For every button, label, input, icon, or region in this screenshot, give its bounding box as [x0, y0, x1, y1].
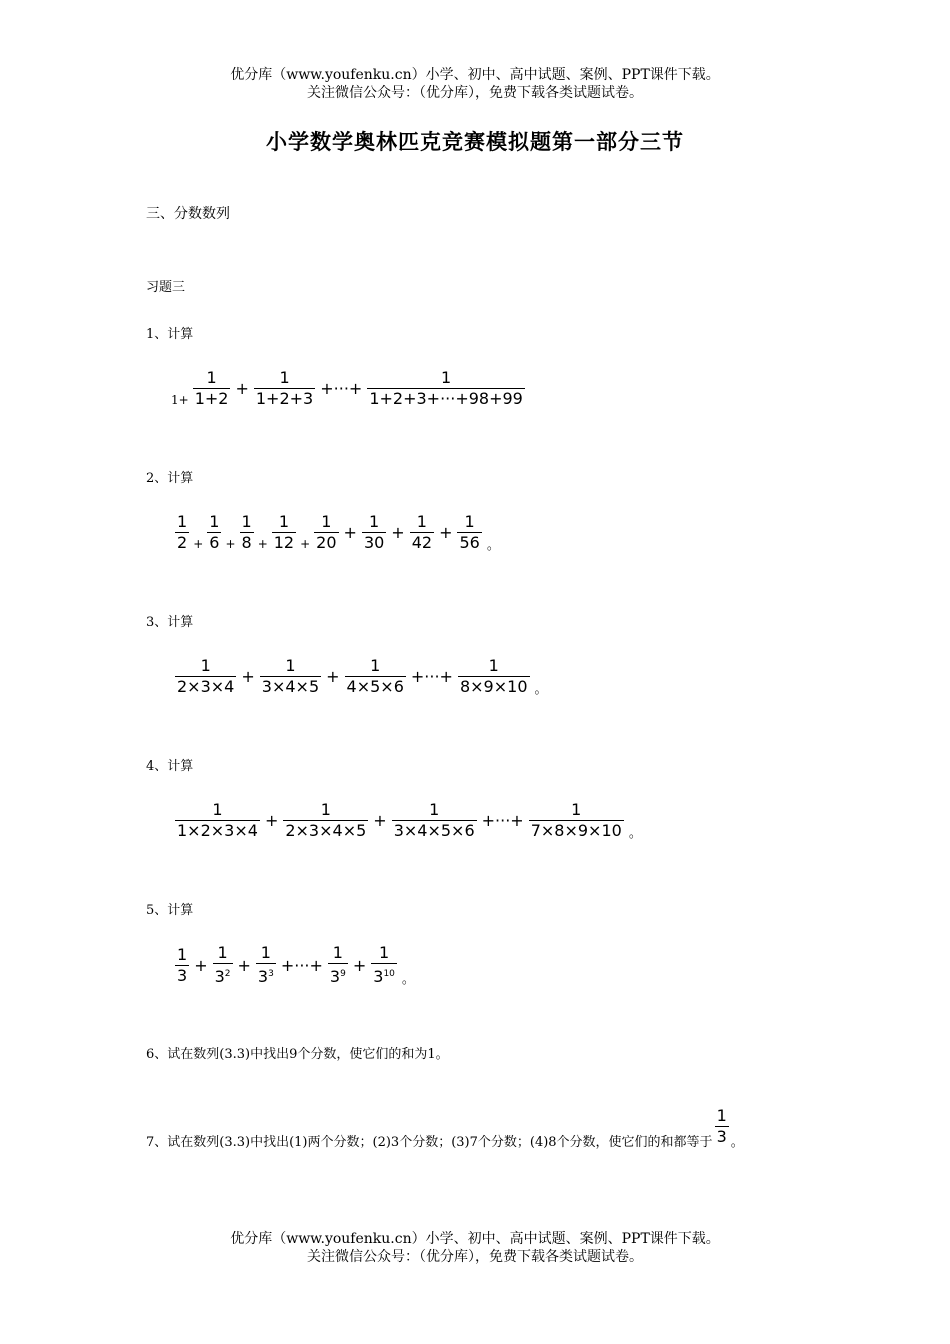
denominator: 1+2+3 [255, 389, 314, 408]
problem-6-text: 6、试在数列(3.3)中找出9个分数，使它们的和为1。 [146, 1047, 449, 1062]
plus-sign: + [326, 667, 340, 686]
problem-4-label: 4、计算 [146, 759, 194, 774]
numerator: 1 [320, 800, 331, 819]
numerator: 1 [571, 800, 582, 819]
plus-sign: + [264, 811, 279, 830]
problem-1-label: 1、计算 [146, 327, 194, 342]
problem-2-expression [172, 512, 500, 553]
fraction [457, 512, 481, 553]
denominator: 8 [241, 533, 252, 552]
denominator: 2×3×4 [177, 677, 235, 696]
power-base: 3 [257, 967, 269, 986]
numerator: 1 [200, 656, 211, 675]
problem-1-expression [170, 368, 528, 409]
period-mark: 。 [730, 1135, 744, 1150]
fraction [213, 943, 233, 987]
fraction [260, 656, 321, 697]
fraction [175, 512, 189, 553]
plus-sign: + [237, 955, 251, 975]
denominator: 12 [273, 533, 295, 552]
plus-sign: + [439, 523, 453, 542]
period-mark: 。 [534, 682, 548, 697]
header-line-1: 优分库（www.youfenku.cn）小学、初中、高中试题、案例、PPT课件下载。 [230, 67, 720, 83]
footer-line-2: 关注微信公众号：（优分库），免费下载各类试题试卷。 [307, 1249, 643, 1265]
power-base: 3 [329, 967, 341, 986]
numerator: 1 [488, 656, 499, 675]
denominator: 1+2+3+···+98+99 [369, 389, 523, 408]
ellipsis-sum: +···+ [320, 379, 363, 398]
exponent: 9 [340, 969, 346, 979]
plus-sign: + [373, 811, 387, 830]
problem-5-label: 5、计算 [146, 903, 194, 918]
denominator: 2 [177, 533, 188, 552]
numerator: 1 [209, 512, 220, 531]
ellipsis-sum: +···+ [410, 667, 453, 686]
plus-sign: + [241, 667, 255, 686]
denominator: 42 [411, 533, 433, 552]
fraction [314, 512, 338, 553]
denominator: 30 [363, 533, 385, 552]
fraction [240, 512, 254, 553]
denominator: 6 [209, 533, 220, 552]
fraction [529, 800, 624, 841]
plus-sign: + [194, 955, 208, 975]
header-line-2: 关注微信公众号：（优分库），免费下载各类试题试卷。 [307, 85, 643, 101]
problem-2-label: 2、计算 [146, 471, 194, 486]
denominator: 20 [316, 533, 337, 552]
numerator: 1 [217, 943, 228, 962]
plus-sign: + [193, 537, 204, 551]
fraction [254, 368, 315, 409]
denominator: 2×3×4×5 [285, 821, 367, 840]
problem-7-line [146, 1106, 744, 1163]
fraction [272, 512, 296, 553]
numerator: 1 [279, 368, 290, 387]
exercise-label: 习题三 [146, 280, 186, 295]
exponent: 2 [224, 969, 231, 979]
fraction [392, 800, 477, 841]
denominator: 3 [716, 1127, 727, 1146]
plus-sign: + [225, 537, 236, 551]
numerator: 1 [369, 512, 380, 531]
plus-sign: + [300, 537, 311, 551]
plus-sign: + [352, 955, 367, 975]
fraction [371, 943, 397, 987]
problem-1-lead: 1+ [171, 393, 189, 407]
denominator: 8×9×10 [459, 677, 528, 696]
power-base: 3 [373, 967, 384, 986]
page-title: 小学数学奥林匹克竞赛模拟题第一部分三节 [266, 129, 684, 154]
fraction [283, 800, 368, 841]
numerator: 1 [278, 512, 290, 531]
fraction [175, 656, 236, 697]
fraction [367, 368, 525, 409]
denominator: 3×4×5×6 [393, 821, 475, 840]
ellipsis-sum: +···+ [481, 811, 524, 830]
plus-sign: + [391, 523, 405, 542]
exponent: 10 [383, 969, 395, 979]
denominator: 4×5×6 [346, 677, 404, 696]
footer-line-1: 优分库（www.youfenku.cn）小学、初中、高中试题、案例、PPT课件下载。 [230, 1231, 720, 1247]
numerator: 1 [177, 512, 188, 531]
denominator [371, 963, 397, 987]
numerator: 1 [285, 656, 296, 675]
numerator: 1 [332, 943, 343, 962]
fraction [175, 945, 189, 986]
denominator: 1×2×3×4 [177, 821, 258, 840]
denominator: 7×8×9×10 [530, 821, 622, 840]
numerator: 1 [212, 800, 223, 819]
plus-sign: + [257, 537, 268, 551]
denominator: 1+2 [194, 389, 229, 408]
denominator: 3×4×5 [261, 677, 320, 696]
numerator: 1 [464, 512, 475, 531]
fraction [256, 943, 276, 987]
numerator: 1 [241, 512, 252, 531]
problem-3-expression [172, 656, 548, 697]
section-heading: 三、分数数列 [146, 206, 230, 222]
period-mark: 。 [401, 972, 415, 987]
denominator [328, 963, 348, 987]
fraction [328, 943, 348, 987]
exponent: 3 [268, 969, 274, 979]
fraction [715, 1106, 729, 1147]
period-mark: 。 [486, 538, 500, 553]
fraction [345, 656, 406, 697]
numerator: 1 [321, 512, 332, 531]
numerator: 1 [206, 368, 217, 387]
fraction [410, 512, 434, 553]
fraction [207, 512, 221, 553]
denominator [256, 963, 276, 987]
numerator: 1 [429, 800, 440, 819]
denominator [213, 963, 233, 987]
numerator: 1 [716, 1106, 727, 1125]
fraction [362, 512, 386, 553]
fraction [458, 656, 530, 697]
numerator: 1 [260, 943, 271, 962]
numerator: 1 [370, 656, 381, 675]
problem-5-expression [172, 943, 415, 987]
fraction [193, 368, 231, 409]
ellipsis-sum: +···+ [280, 955, 323, 975]
numerator: 1 [440, 368, 452, 387]
numerator: 1 [378, 943, 390, 962]
problem-3-label: 3、计算 [146, 615, 194, 630]
fraction [175, 800, 260, 841]
power-base: 3 [214, 967, 225, 986]
plus-sign: + [235, 379, 249, 398]
period-mark: 。 [628, 826, 642, 841]
numerator: 1 [416, 512, 427, 531]
problem-4-expression [172, 800, 642, 841]
problem-7-text: 7、试在数列(3.3)中找出(1)两个分数；(2)3个分数；(3)7个分数；(4)8个分数，使它们的和都等于 [146, 1135, 713, 1150]
numerator: 1 [177, 944, 188, 964]
denominator: 3 [177, 965, 188, 985]
plus-sign: + [343, 523, 357, 542]
denominator: 56 [459, 533, 480, 552]
